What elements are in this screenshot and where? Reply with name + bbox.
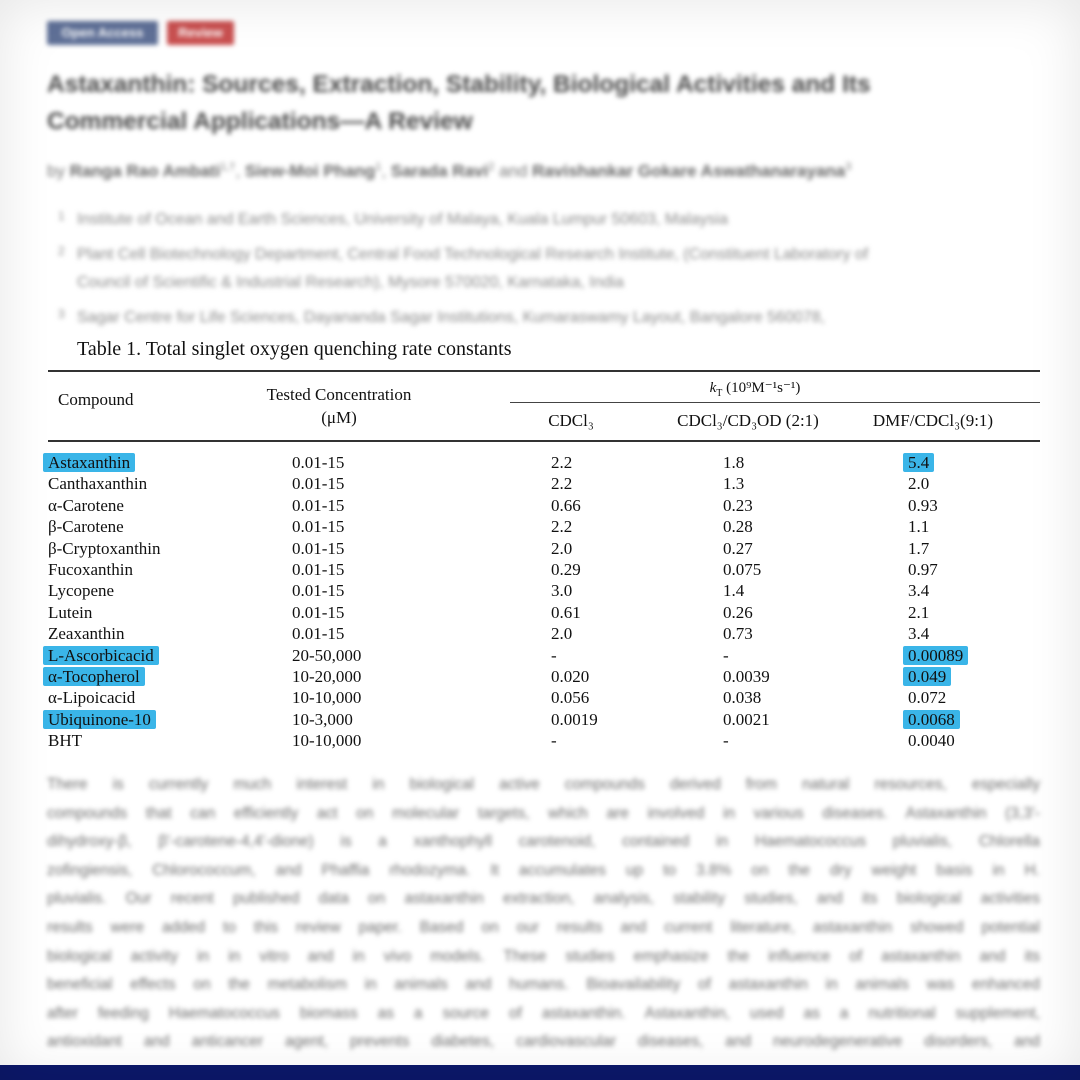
table-cell-cdcl3-cd3od: 0.28 [723,517,753,537]
table-cell-concentration: 10-10,000 [292,688,362,708]
table-cell-concentration: 0.01-15 [292,581,345,601]
table-row [0,666,1080,687]
review-badge[interactable]: Review [167,21,234,45]
abstract-line: pluvialis. Our recent published data on astaxanthin extraction, analysis, stability studies, and its biological activities [47,890,1040,908]
table-caption: Table 1. Total singlet oxygen quenching rate constants [77,338,512,360]
table-cell-cdcl3: 0.056 [551,688,590,708]
table-cell-cdcl3: 0.0019 [551,709,598,729]
table-row [0,709,1080,730]
table-cell-compound: Lycopene [48,581,115,601]
header-concentration-unit: (μM) [321,408,357,427]
table-cell-dmf-cdcl3: 0.97 [908,559,938,579]
author-list [47,155,851,184]
header-cdcl3-cd3od: CDCl₃/CD₃OD (2:1) [677,411,819,430]
table-cell-compound: α-Lipoicacid [48,688,136,708]
table-cell-cdcl3-cd3od: 0.23 [723,495,753,515]
table-cell-cdcl3-cd3od: - [723,731,729,751]
table-row [0,473,1080,494]
table-cell-cdcl3-cd3od: 0.0039 [723,666,770,686]
table-cell-cdcl3-cd3od: - [723,645,729,665]
table-cell-compound: Zeaxanthin [48,624,125,644]
table-cell-cdcl3: 0.61 [551,602,581,622]
header-dmf-cdcl3: DMF/CDCl₃(9:1) [872,411,994,430]
author-name[interactable]: Sarada Ravi [390,161,489,181]
article-title-line: Commercial Applications—A Review [47,108,473,135]
table-cell-cdcl3: 2.2 [551,517,573,537]
table-row [0,730,1080,751]
table-cell-cdcl3: 2.0 [551,624,573,644]
table-cell-cdcl3: 2.2 [551,474,573,494]
rate-constant-unit: (10⁹M⁻¹s⁻¹) [722,380,801,396]
affiliation-line: Institute of Ocean and Earth Sciences, University of Malaya, Kuala Lumpur 50603, Malaysia [77,211,729,228]
table-cell-compound: BHT [48,731,82,751]
affiliation-line: Plant Cell Biotechnology Department, Central Food Technological Research Institute, (Constituent Laboratory of [77,246,869,263]
table-row [0,623,1080,644]
table-cell-cdcl3: 0.020 [551,666,590,686]
table-cell-compound: L-Ascorbicacid [43,646,159,665]
table-row [0,559,1080,580]
author-prefix: by [47,161,70,181]
table-cell-dmf-cdcl3: 0.0068 [903,710,960,729]
table-row [0,580,1080,601]
affiliation-line: Sagar Centre for Life Sciences, Dayananda Sagar Institutions, Kumaraswamy Layout, Bangalore 560078, [77,309,825,326]
abstract-line: dihydroxy-β, β'-carotene-4,4'-dione) is a xanthophyll carotenoid, contained in Haematococcus pluvialis, Chlorella [47,833,1040,851]
table-cell-dmf-cdcl3: 1.1 [908,517,930,537]
table-cell-cdcl3-cd3od: 1.3 [723,474,745,494]
header-concentration: Tested Concentration [266,385,412,404]
table-cell-compound: β-Cryptoxanthin [48,538,161,558]
table-header-rule [48,440,1040,442]
table-top-rule [48,370,1040,372]
table-body [0,452,1080,751]
bottom-bar [0,1065,1080,1080]
table-cell-concentration: 0.01-15 [292,624,345,644]
table-cell-concentration: 20-50,000 [292,645,362,665]
table-cell-dmf-cdcl3: 0.0040 [908,731,955,751]
table-cell-cdcl3-cd3od: 0.038 [723,688,762,708]
table-cell-concentration: 0.01-15 [292,495,345,515]
table-cell-cdcl3: 2.0 [551,538,573,558]
table-row [0,687,1080,708]
author-separator: and [494,161,533,181]
table-cell-concentration: 0.01-15 [292,517,345,537]
table-cell-cdcl3: 3.0 [551,581,573,601]
table-row [0,602,1080,623]
author-affiliation-marker: 1,† [220,161,236,173]
affiliation-item [58,206,868,234]
header-compound: Compound [58,390,134,409]
table-cell-compound: β-Carotene [48,517,124,537]
table-cell-cdcl3: 0.66 [551,495,581,515]
table-row [0,495,1080,516]
affiliation-item [58,241,868,297]
table-cell-cdcl3: - [551,645,557,665]
table-cell-compound: Astaxanthin [43,453,135,472]
table-cell-compound: Ubiquinone-10 [43,710,156,729]
table-cell-cdcl3-cd3od: 0.73 [723,624,753,644]
header-rate-constant [490,378,1020,404]
table-row [0,516,1080,537]
rate-constant-symbol: k [709,380,717,396]
table-cell-concentration: 0.01-15 [292,453,345,472]
table-cell-dmf-cdcl3: 2.1 [908,602,930,622]
table-cell-dmf-cdcl3: 3.4 [908,624,930,644]
affiliation-number: 2 [58,244,65,258]
abstract-line: compounds that can efficiently act on molecular targets, which are involved in various diseases. Astaxanthin (3,3'- [47,804,1040,822]
author-affiliation-marker: 3 [845,161,852,173]
affiliation-list [58,206,868,339]
table-cell-dmf-cdcl3: 0.049 [903,667,951,686]
table-cell-cdcl3-cd3od: 1.4 [723,581,745,601]
header-cdcl3: CDCl₃ [548,411,594,430]
table-cell-concentration: 0.01-15 [292,602,345,622]
table-cell-cdcl3-cd3od: 0.0021 [723,709,770,729]
table-cell-compound: α-Carotene [48,495,124,515]
table-cell-cdcl3: 2.2 [551,453,573,472]
table-cell-cdcl3-cd3od: 0.075 [723,559,762,579]
table-cell-dmf-cdcl3: 0.00089 [903,646,968,665]
abstract-line: biological activity in in vitro and in vivo models. These studies emphasize the influence of astaxanthin and its [47,947,1040,965]
abstract-line: beneficial effects on the metabolism in animals and humans. Bioavailability of astaxanthin in animals was enhanced [47,976,1040,994]
table-cell-concentration: 10-10,000 [292,731,362,751]
abstract-text [47,771,1040,1057]
table-row [0,452,1080,473]
table-cell-concentration: 0.01-15 [292,474,345,494]
table-cell-cdcl3: - [551,731,557,751]
author-separator: , [381,161,391,181]
table-row [0,538,1080,559]
table-cell-dmf-cdcl3: 1.7 [908,538,930,558]
abstract-line: antioxidant and anticancer agent, prevents diabetes, cardiovascular diseases, and neurodegenerative disorders, and [47,1033,1040,1051]
table-cell-compound: Fucoxanthin [48,559,133,579]
table-cell-cdcl3-cd3od: 0.26 [723,602,753,622]
table-cell-dmf-cdcl3: 0.93 [908,495,938,515]
article-title-line: Astaxanthin: Sources, Extraction, Stability, Biological Activities and Its [47,71,871,98]
author-name[interactable]: Ravishankar Gokare Aswathanarayana [532,161,846,181]
abstract-line: results were added to this review paper. Based on our results and current literature, astaxanthin showed potential [47,918,1040,936]
table-row [0,645,1080,666]
author-name[interactable]: Siew-Moi Phang [244,161,376,181]
table-cell-compound: Canthaxanthin [48,474,148,494]
affiliation-number: 1 [58,209,65,223]
table-cell-concentration: 10-3,000 [292,709,353,729]
author-affiliation-marker: 2 [488,161,495,173]
author-affiliation-marker: 1 [375,161,382,173]
affiliation-text [77,304,825,332]
affiliation-item [58,304,868,332]
author-separator: , [235,161,245,181]
table-cell-cdcl3-cd3od: 1.8 [723,453,745,472]
abstract-line: There is currently much interest in biological active compounds derived from natural resources, especially [47,776,1040,793]
abstract-line: zofingiensis, Chlorococcum, and Phaffia rhodozyma. It accumulates up to 3.8% on the dry weight basis in H. [47,861,1040,879]
table-cell-compound: Lutein [48,602,93,622]
table-cell-dmf-cdcl3: 0.072 [908,688,947,708]
table-cell-compound: α-Tocopherol [43,667,145,686]
open-access-badge[interactable]: Open Access [47,21,158,45]
table-cell-dmf-cdcl3: 3.4 [908,581,930,601]
table-cell-concentration: 0.01-15 [292,559,345,579]
table-cell-concentration: 10-20,000 [292,666,362,686]
table-cell-concentration: 0.01-15 [292,538,345,558]
table-cell-cdcl3: 0.29 [551,559,581,579]
article-title [47,66,871,140]
affiliation-number: 3 [58,307,65,321]
affiliation-text [77,206,728,234]
header-group-rule [510,402,1040,403]
table-cell-dmf-cdcl3: 2.0 [908,474,930,494]
affiliation-text [77,241,868,297]
table-cell-dmf-cdcl3: 5.4 [903,453,934,472]
article-badges [47,21,234,45]
abstract-line: after feeding Haematococcus biomass as a source of astaxanthin. Astaxanthin, used as a nutritional supplement, [47,1004,1040,1022]
affiliation-line: Council of Scientific & Industrial Research), Mysore 570020, Karnataka, India [77,274,624,291]
author-name[interactable]: Ranga Rao Ambati [69,161,221,181]
table-cell-cdcl3-cd3od: 0.27 [723,538,753,558]
rate-constant-subscript: T [716,388,723,399]
